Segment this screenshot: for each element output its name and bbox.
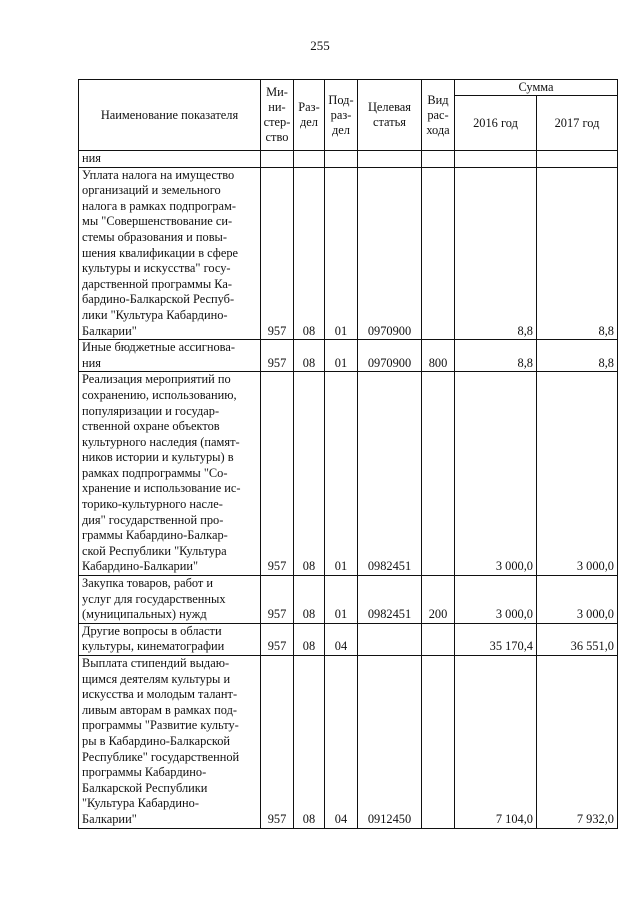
cell-expense-type: [422, 167, 455, 340]
cell-sum-2017: 3 000,0: [537, 576, 618, 624]
header-sum: Сумма: [455, 80, 618, 96]
header-subsection-line: раз-: [330, 107, 352, 122]
cell-name-line: дия" государственной про-: [82, 512, 224, 527]
cell-expense-type: [422, 623, 455, 655]
cell-name: [79, 372, 261, 576]
cell-name-line: рамках подпрограммы "Со-: [82, 465, 228, 480]
cell-ministry: 957: [261, 372, 294, 576]
cell-name-line: дарственной программы Ка-: [82, 276, 233, 291]
header-ministry-line: стер-: [263, 115, 291, 129]
cell-name: [79, 656, 261, 829]
cell-name: [79, 151, 261, 168]
cell-sum-2017: 8,8: [537, 167, 618, 340]
table-row: [79, 167, 618, 340]
cell-sum-2016: 8,8: [455, 167, 537, 340]
cell-section: 08: [294, 576, 325, 624]
cell-name-line: организаций и земельного: [82, 183, 221, 198]
cell-name: [79, 340, 261, 372]
cell-sum-2017: [537, 151, 618, 168]
cell-name-line: щимся деятелям культуры и: [82, 671, 231, 686]
cell-expense-type: 800: [422, 340, 455, 372]
header-target: [358, 80, 422, 151]
header-ministry: [261, 80, 294, 151]
cell-name-line: Закупка товаров, работ и: [82, 576, 214, 591]
cell-target: 0970900: [358, 340, 422, 372]
cell-section: 08: [294, 340, 325, 372]
cell-name-line: хранение и использование ис-: [82, 481, 241, 496]
cell-name-line: "Культура Кабардино-: [82, 796, 199, 811]
cell-subsection: 04: [325, 623, 358, 655]
cell-name-line: ры в Кабардино-Балкарской: [82, 733, 231, 748]
cell-subsection: 04: [325, 656, 358, 829]
cell-name-line: культуры, кинематографии: [82, 639, 225, 654]
cell-target: [358, 623, 422, 655]
cell-sum-2017: 7 932,0: [537, 656, 618, 829]
header-row: [79, 80, 618, 96]
cell-name-line: ственной охране объектов: [82, 419, 220, 434]
cell-sum-2016: [455, 151, 537, 168]
cell-expense-type: [422, 151, 455, 168]
header-subsection-line: Под-: [328, 92, 354, 107]
header-section-line: дел: [300, 115, 318, 129]
cell-name: [79, 576, 261, 624]
cell-name-line: ния: [82, 151, 101, 165]
cell-name-line: услуг для государственных: [82, 591, 226, 606]
cell-name-line: стемы образования и повы-: [82, 229, 227, 244]
cell-name-line: Кабардино-Балкарии": [82, 559, 199, 574]
header-expense-type-line: рас-: [427, 107, 449, 122]
table-row: [79, 656, 618, 829]
cell-name-line: популяризации и государ-: [82, 403, 220, 418]
header-year-2017: 2017 год: [537, 96, 618, 151]
cell-expense-type: [422, 656, 455, 829]
cell-name-line: Выплата стипендий выдаю-: [82, 656, 230, 670]
cell-ministry: 957: [261, 656, 294, 829]
cell-name: [79, 167, 261, 340]
cell-name-line: Балкарии": [82, 811, 137, 826]
cell-section: 08: [294, 167, 325, 340]
table-row: [79, 340, 618, 372]
cell-name-line: ской Республики "Культура: [82, 543, 227, 558]
cell-name-line: шения квалификации в сфере: [82, 245, 239, 260]
cell-target: 0912450: [358, 656, 422, 829]
cell-target: [358, 151, 422, 168]
cell-name-line: ников истории и культуры) в: [82, 450, 234, 465]
table-row: [79, 576, 618, 624]
cell-subsection: 01: [325, 372, 358, 576]
table-row: [79, 623, 618, 655]
cell-name: [79, 623, 261, 655]
cell-name-line: Уплата налога на имущество: [82, 167, 235, 182]
cell-name-line: торико-культурного насле-: [82, 497, 223, 512]
cell-name-line: ния: [82, 355, 101, 370]
budget-table: [78, 79, 618, 829]
cell-name-line: сохранению, использованию,: [82, 387, 237, 402]
header-ministry-line: ни-: [268, 100, 286, 114]
cell-name-line: искусства и молодым талант-: [82, 687, 238, 702]
header-expense-type-line: хода: [426, 122, 450, 137]
cell-sum-2016: 3 000,0: [455, 372, 537, 576]
cell-name-line: программы Кабардино-: [82, 765, 207, 780]
cell-sum-2016: 3 000,0: [455, 576, 537, 624]
cell-section: 08: [294, 372, 325, 576]
header-section: [294, 80, 325, 151]
cell-sum-2016: 8,8: [455, 340, 537, 372]
cell-target: 0982451: [358, 576, 422, 624]
cell-ministry: 957: [261, 576, 294, 624]
cell-name-line: Балкарии": [82, 323, 137, 338]
cell-sum-2016: 35 170,4: [455, 623, 537, 655]
cell-ministry: [261, 151, 294, 168]
cell-subsection: [325, 151, 358, 168]
cell-target: 0970900: [358, 167, 422, 340]
cell-expense-type: 200: [422, 576, 455, 624]
cell-ministry: 957: [261, 340, 294, 372]
cell-name-line: налога в рамках подпрограм-: [82, 198, 236, 213]
cell-sum-2017: 8,8: [537, 340, 618, 372]
cell-section: 08: [294, 623, 325, 655]
cell-sum-2017: 3 000,0: [537, 372, 618, 576]
cell-name-line: Другие вопросы в области: [82, 623, 222, 638]
cell-name-line: мы "Совершенствование си-: [82, 214, 233, 229]
cell-name-line: бардино-Балкарской Респуб-: [82, 292, 235, 307]
cell-name-line: граммы Кабардино-Балкар-: [82, 528, 228, 543]
header-ministry-line: Ми-: [266, 85, 288, 99]
header-name: Наименование показателя: [79, 80, 261, 151]
table-row: [79, 151, 618, 168]
cell-target: 0982451: [358, 372, 422, 576]
page-number: 255: [310, 38, 330, 53]
cell-sum-2016: 7 104,0: [455, 656, 537, 829]
header-ministry-line: ство: [265, 130, 289, 144]
cell-name-line: (муниципальных) нужд: [82, 607, 207, 622]
header-year-2016: 2016 год: [455, 96, 537, 151]
header-target-line: Целевая: [367, 100, 412, 114]
cell-name-line: Иные бюджетные ассигнова-: [82, 340, 235, 355]
cell-name-line: культурного наследия (памят-: [82, 434, 240, 449]
cell-name-line: лики "Культура Кабардино-: [82, 307, 228, 322]
cell-name-line: ливым авторам в рамках под-: [82, 702, 238, 717]
cell-name-line: Республике" государственной: [82, 749, 240, 764]
cell-section: 08: [294, 656, 325, 829]
cell-ministry: 957: [261, 623, 294, 655]
cell-section: [294, 151, 325, 168]
table-row: [79, 372, 618, 576]
header-subsection-line: дел: [332, 122, 350, 137]
header-expense-type-line: Вид: [427, 92, 449, 107]
cell-name-line: программы "Развитие культу-: [82, 718, 239, 733]
header-target-line: статья: [372, 115, 406, 129]
cell-subsection: 01: [325, 340, 358, 372]
cell-name-line: культуры и искусства" госу-: [82, 261, 231, 276]
header-subsection: [325, 80, 358, 151]
cell-subsection: 01: [325, 167, 358, 340]
table-body: [79, 151, 618, 829]
header-section-line: Раз-: [298, 100, 320, 114]
cell-ministry: 957: [261, 167, 294, 340]
cell-expense-type: [422, 372, 455, 576]
cell-name-line: Реализация мероприятий по: [82, 372, 231, 387]
cell-name-line: Балкарской Республики: [82, 780, 208, 795]
cell-subsection: 01: [325, 576, 358, 624]
cell-sum-2017: 36 551,0: [537, 623, 618, 655]
header-expense-type: [422, 80, 455, 151]
